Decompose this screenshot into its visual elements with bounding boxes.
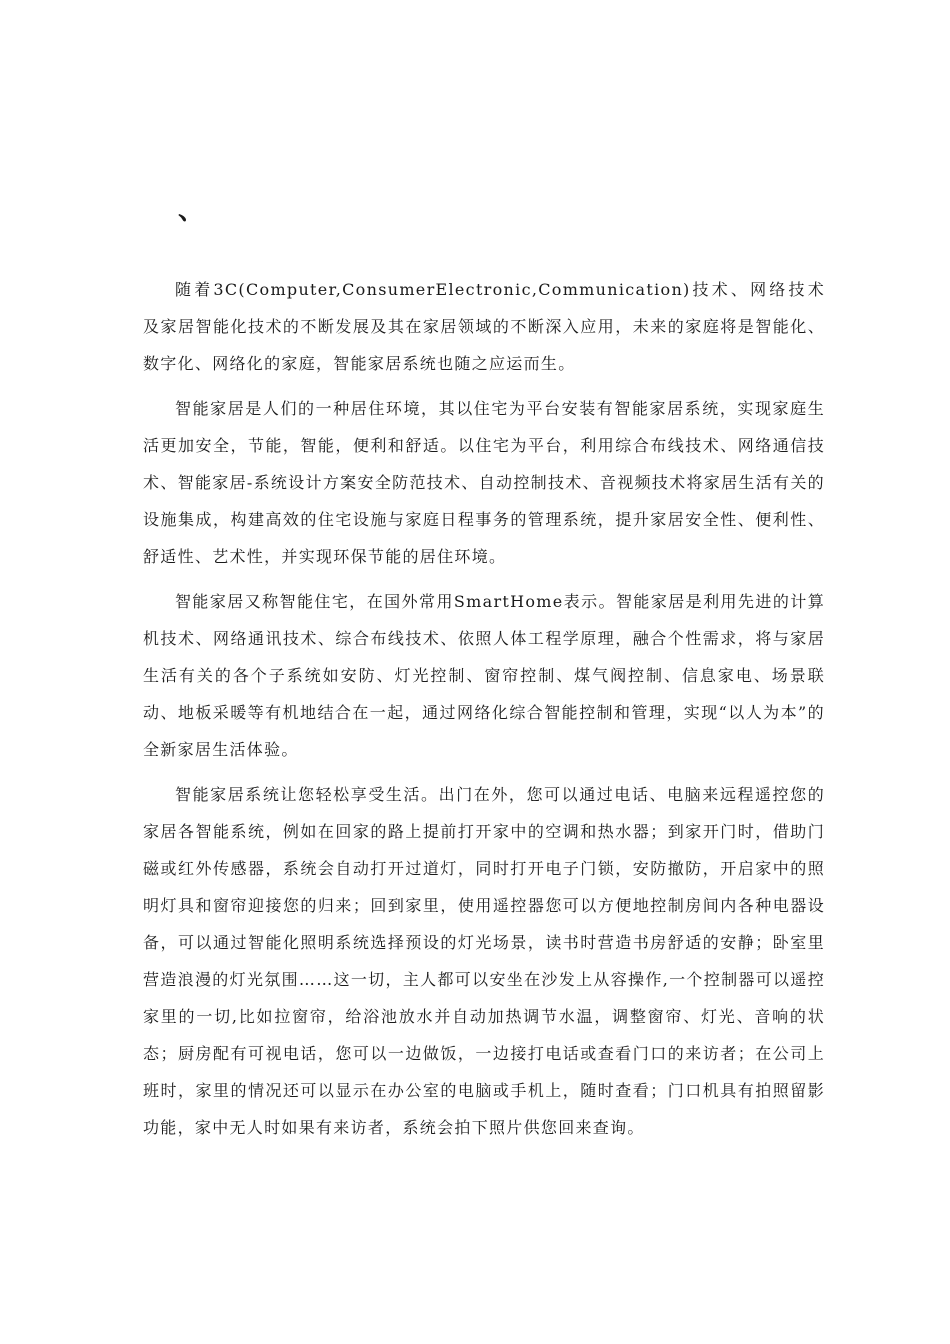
paragraph: 智能家居系统让您轻松享受生活。出门在外，您可以通过电话、电脑来远程遥控您的家居各智能系统，例如在回家的路上提前打开家中的空调和热水器；到家开门时，借助门磁或红外传感器，系统会自动打开过道灯，同时打开电子门锁，安防撤防，开启家中的照明灯具和窗帘迎接您的归来；回到家里，使用遥控器您可以方便地控制房间内各种电器设备，可以通过智能化照明系统选择预设的灯光场景，读书时营造书房舒适的安静；卧室里营造浪漫的灯光氛围……这一切，主人都可以安坐在沙发上从容操作,一个控制器可以遥控家里的一切,比如拉窗帘，给浴池放水并自动加热调节水温，调整窗帘、灯光、音响的状态；厨房配有可视电话，您可以一边做饭，一边接打电话或查看门口的来访者；在公司上班时，家里的情况还可以显示在办公室的电脑或手机上，随时查看；门口机具有拍照留影功能，家中无人时如果有来访者，系统会拍下照片供您回来查询。 [143,785,825,1137]
paragraph: 智能家居是人们的一种居住环境，其以住宅为平台安装有智能家居系统，实现家庭生活更加安全，节能，智能，便利和舒适。以住宅为平台，利用综合布线技术、网络通信技术、智能家居-系统设计方案安全防范技术、自动控制技术、音视频技术将家居生活有关的设施集成，构建高效的住宅设施与家庭日程事务的管理系统，提升家居安全性、便利性、舒适性、艺术性，并实现环保节能的居住环境。 [143,399,825,566]
paragraph: 智能家居又称智能住宅，在国外常用SmartHome表示。智能家居是利用先进的计算机技术、网络通讯技术、综合布线技术、依照人体工程学原理，融合个性需求，将与家居生活有关的各个子系统如安防、灯光控制、窗帘控制、煤气阀控制、信息家电、场景联动、地板采暖等有机地结合在一起，通过网络化综合智能控制和管理，实现“以人为本”的全新家居生活体验。 [143,592,825,759]
paragraph: 随着3C(Computer,ConsumerElectronic,Communication)技术、网络技术及家居智能化技术的不断发展及其在家居领域的不断深入应用，未来的家庭将是智能化、数字化、网络化的家庭，智能家居系统也随之应运而生。 [143,280,825,373]
section-mark: 、 [178,196,205,226]
body-text [143,271,825,1154]
